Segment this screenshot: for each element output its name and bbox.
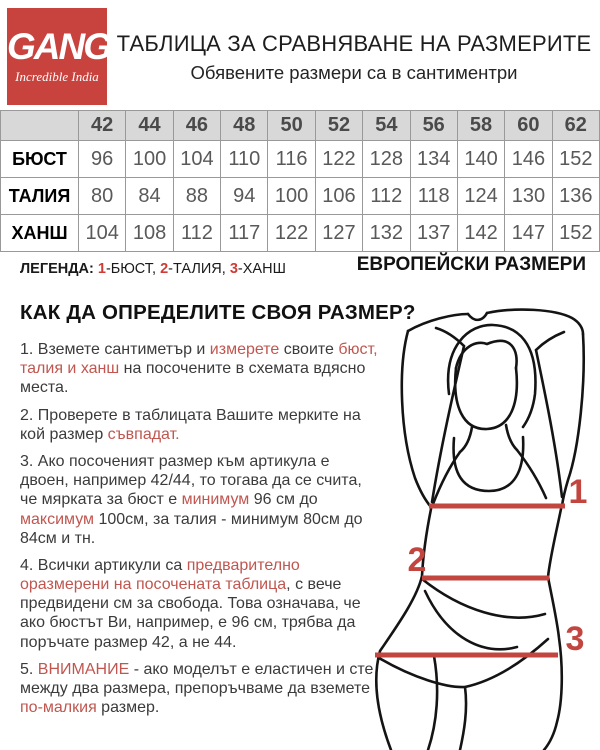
figure-hands xyxy=(468,313,487,320)
instruction-highlight: бюст, талия и ханш xyxy=(20,341,378,378)
figure-panty-top xyxy=(422,579,545,618)
size-table xyxy=(0,110,600,252)
figure-neck-right xyxy=(506,425,517,450)
hip-label: 3 xyxy=(565,620,585,658)
instruction-item xyxy=(20,556,378,652)
size-value-cell: 142 xyxy=(457,215,504,252)
size-value-cell: 100 xyxy=(126,141,173,178)
table-row xyxy=(1,178,600,215)
figure-neck-left xyxy=(460,427,472,452)
size-value-cell: 136 xyxy=(552,178,599,215)
instruction-text: размер. xyxy=(96,699,160,717)
instruction-text: 5. xyxy=(20,660,38,678)
size-value-cell: 112 xyxy=(363,178,410,215)
instruction-item xyxy=(20,340,378,398)
size-value-cell: 80 xyxy=(79,178,126,215)
size-value-cell: 128 xyxy=(363,141,410,178)
euro-sizes-heading: ЕВРОПЕЙСКИ РАЗМЕРИ xyxy=(356,254,586,275)
size-value-cell: 122 xyxy=(268,215,315,252)
instruction-text: - ако моделът е еластичен и сте между два размера, препоръчваме да вземете xyxy=(20,660,374,697)
size-header-cell: 62 xyxy=(552,111,599,141)
size-value-cell: 94 xyxy=(221,178,268,215)
bust-label: 1 xyxy=(568,473,588,511)
page-subtitle: Обявените размери са в сантиментри xyxy=(190,62,518,83)
instruction-text: 1. Вземете сантиметър и xyxy=(20,341,210,358)
table-corner-cell xyxy=(1,111,79,141)
instruction-highlight: ВНИМАНИЕ xyxy=(37,660,130,678)
figure-shoulder-right xyxy=(517,450,546,498)
row-label-cell: ХАНШ xyxy=(1,215,79,252)
size-value-cell: 124 xyxy=(457,178,504,215)
size-value-cell: 112 xyxy=(173,215,220,252)
instruction-highlight: предварително оразмерени на посочената таблица xyxy=(20,556,300,594)
size-header-cell: 56 xyxy=(410,111,457,141)
legend-number: 3 xyxy=(229,261,238,277)
legend-label: ЛЕГЕНДА: xyxy=(20,261,94,277)
size-value-cell: 137 xyxy=(410,215,457,252)
legend-number: 1 xyxy=(97,261,106,277)
size-header-cell: 54 xyxy=(363,111,410,141)
size-value-cell: 108 xyxy=(126,215,173,252)
size-value-cell: 96 xyxy=(79,141,126,178)
size-header-cell: 42 xyxy=(79,111,126,141)
figure-torso-right xyxy=(544,509,562,750)
page-header xyxy=(108,31,600,84)
instruction-highlight: съвпадат. xyxy=(107,425,180,443)
size-value-cell: 100 xyxy=(268,178,315,215)
legend-parts xyxy=(98,261,286,277)
instructions-list xyxy=(20,340,378,725)
figure-crotch-curve xyxy=(379,639,548,687)
size-value-cell: 110 xyxy=(221,141,268,178)
instruction-item xyxy=(20,406,378,444)
instruction-item xyxy=(20,452,378,548)
size-value-cell: 127 xyxy=(315,215,362,252)
page-title: ТАБЛИЦА ЗА СРАВНЯВАНЕ НА РАЗМЕРИТЕ xyxy=(116,31,592,56)
size-value-cell: 118 xyxy=(410,178,457,215)
instruction-item xyxy=(20,660,378,718)
figure-right-arm-top xyxy=(487,310,583,334)
figure-leg-opening xyxy=(425,591,517,649)
size-value-cell: 117 xyxy=(221,215,268,252)
size-value-cell: 132 xyxy=(363,215,410,252)
legend-number: 2 xyxy=(160,261,169,277)
table-row xyxy=(1,141,600,178)
size-value-cell: 84 xyxy=(126,178,173,215)
instruction-text: 96 см до xyxy=(249,491,318,509)
size-value-cell: 147 xyxy=(505,215,552,252)
size-header-cell: 44 xyxy=(126,111,173,141)
instruction-text: 100см, за талия - минимум 80см до 84см и тн. xyxy=(20,510,363,547)
brand-logo xyxy=(7,8,110,105)
legend-text: -ТАЛИЯ, xyxy=(168,261,230,277)
size-value-cell: 146 xyxy=(505,141,552,178)
instruction-highlight: максимум xyxy=(20,510,95,528)
size-header-cell: 48 xyxy=(221,111,268,141)
figure-left-arm-outer xyxy=(402,331,431,507)
legend-text: -ХАНШ xyxy=(237,261,286,277)
section-heading: КАК ДА ОПРЕДЕЛИТЕ СВОЯ РАЗМЕР? xyxy=(20,301,416,324)
size-value-cell: 130 xyxy=(505,178,552,215)
instruction-highlight: минимум xyxy=(181,491,250,509)
figure-hairline xyxy=(456,341,517,368)
instruction-text: на посочените в схемата вдясно места. xyxy=(20,360,366,397)
legend xyxy=(20,261,286,277)
instruction-text: 3. Ако посоченият размер към артикула е двоен, например 42/44, то тогава да се счита, че мярката за бюст е xyxy=(20,452,362,509)
legend-text: -БЮСТ, xyxy=(105,261,161,277)
figure-right-elbow xyxy=(536,332,564,350)
size-value-cell: 104 xyxy=(173,141,220,178)
row-label-cell: БЮСТ xyxy=(1,141,79,178)
size-header-cell: 58 xyxy=(457,111,504,141)
figure-drawing xyxy=(365,298,600,750)
size-value-cell: 104 xyxy=(79,215,126,252)
size-value-cell: 122 xyxy=(315,141,362,178)
instruction-text: 4. Всички артикули са xyxy=(20,556,187,574)
figure-right-arm-inner xyxy=(536,350,562,497)
instruction-text: , с вече предвидени см за свобода. Това означава, че ако бюстът Ви, например, е 96 см, трябва да поръчате размер 42, а не 44. xyxy=(20,576,361,651)
brand-tagline: Incredible India xyxy=(15,69,99,84)
instruction-text: своите xyxy=(279,341,339,358)
size-header-cell: 46 xyxy=(173,111,220,141)
figure-inner-thigh-left xyxy=(428,656,437,750)
waist-label: 2 xyxy=(407,541,427,579)
size-value-cell: 88 xyxy=(173,178,220,215)
size-value-cell: 152 xyxy=(552,215,599,252)
size-header-cell: 50 xyxy=(268,111,315,141)
instruction-highlight: по-малкия xyxy=(20,699,97,717)
size-value-cell: 106 xyxy=(315,178,362,215)
table-row xyxy=(1,215,600,252)
instruction-highlight: измерете xyxy=(209,341,280,358)
figure-left-elbow xyxy=(436,328,464,346)
body-measurement-figure xyxy=(365,298,600,750)
size-value-cell: 152 xyxy=(552,141,599,178)
size-header-cell: 60 xyxy=(505,111,552,141)
size-header-cell: 52 xyxy=(315,111,362,141)
brand-name: GANG xyxy=(7,26,110,67)
figure-face xyxy=(455,368,517,429)
instruction-text: 2. Проверете в таблицата Вашите мерките на кой размер xyxy=(20,406,361,443)
size-value-cell: 140 xyxy=(457,141,504,178)
row-label-cell: ТАЛИЯ xyxy=(1,178,79,215)
size-table-header-row xyxy=(1,111,600,141)
size-value-cell: 116 xyxy=(268,141,315,178)
size-value-cell: 134 xyxy=(410,141,457,178)
figure-inner-thigh-right xyxy=(460,687,466,750)
